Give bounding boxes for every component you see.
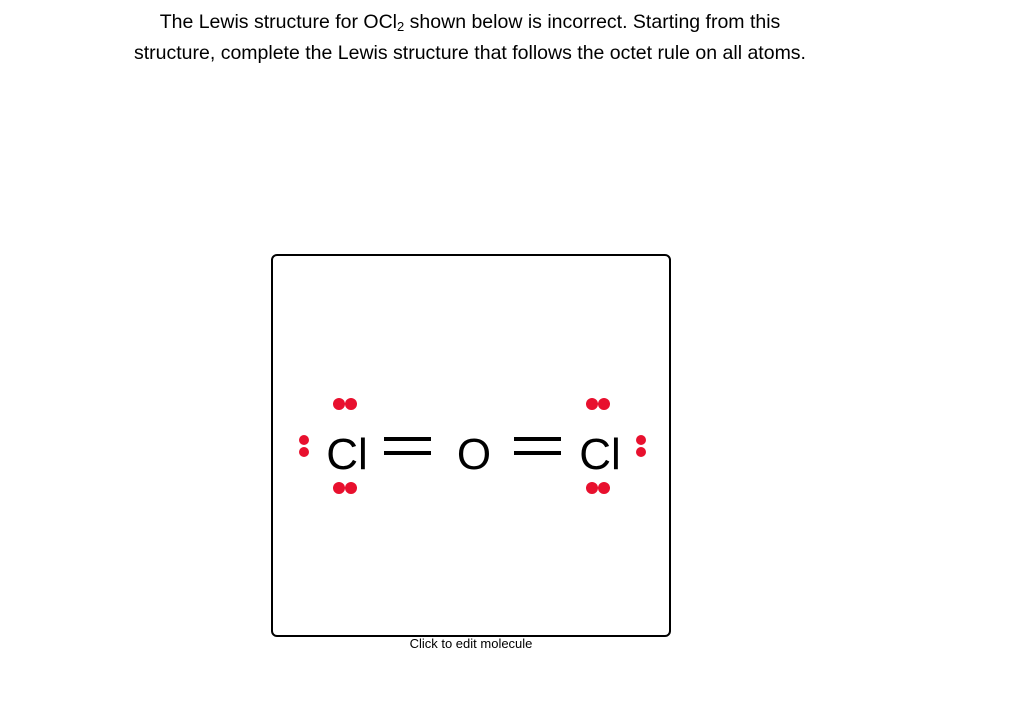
electron-dot — [345, 398, 357, 410]
lone-pair-cl-left-top — [333, 398, 357, 410]
lone-pair-cl-right-top — [586, 398, 610, 410]
question-text-part1: The Lewis structure for OCl — [159, 11, 398, 33]
molecule-editor[interactable] — [271, 254, 671, 637]
electron-dot — [598, 398, 610, 410]
lone-pair-cl-left-bottom — [333, 482, 357, 494]
question-text-part2: shown below is incorrect. Starting from this — [404, 11, 781, 33]
electron-dot — [333, 482, 345, 494]
bond-cl-o-double — [384, 439, 431, 453]
electron-dot — [345, 482, 357, 494]
lone-pair-cl-left-side — [299, 435, 309, 457]
atom-o: O — [456, 430, 492, 479]
molecule-drawing — [273, 256, 669, 635]
electron-dot — [299, 435, 309, 445]
edit-molecule-link[interactable]: Click to edit molecule — [409, 636, 533, 651]
bond-o-cl-double — [514, 439, 561, 453]
question-text — [60, 7, 880, 69]
atom-cl-left: Cl — [326, 430, 368, 479]
atom-cl-right: Cl — [579, 430, 621, 479]
lone-pair-cl-right-bottom — [586, 482, 610, 494]
electron-dot — [333, 398, 345, 410]
lone-pair-cl-right-side — [636, 435, 646, 457]
electron-dot — [636, 447, 646, 457]
electron-dot — [598, 482, 610, 494]
electron-dot — [299, 447, 309, 457]
electron-dot — [636, 435, 646, 445]
electron-dot — [586, 398, 598, 410]
question-text-line2: structure, complete the Lewis structure that follows the octet rule on all atoms. — [134, 42, 806, 64]
electron-dot — [586, 482, 598, 494]
question-subscript: 2 — [397, 19, 405, 34]
